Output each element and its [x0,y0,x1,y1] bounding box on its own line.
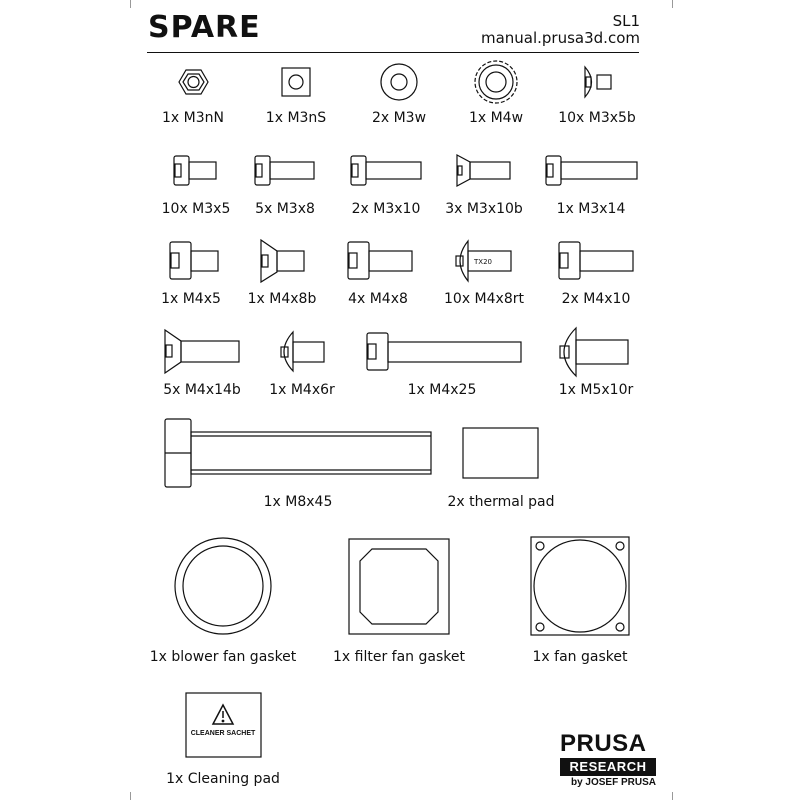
part-label: 1x blower fan gasket [149,649,297,665]
torx-mark: TX20 [474,258,492,266]
part-label: 10x M3x5 [161,201,231,217]
part-label: 1x M4x8b [247,291,317,307]
logo-by: by JOSEF PRUSA [570,777,656,788]
prusa-research-logo [560,732,656,788]
part-label: 5x M3x8 [255,201,315,217]
part-label: 1x M4w [468,110,524,126]
part-label: 1x M4x6r [269,382,335,398]
part-label: 2x M3x10 [351,201,421,217]
part-label: 1x M4x25 [407,382,477,398]
logo-sub: RESEARCH [560,758,656,776]
part-label: 1x M3nN [162,110,224,126]
part-label: 1x M3nS [265,110,327,126]
part-label: 5x M4x14b [163,382,241,398]
part-label: 1x M5x10r [558,382,634,398]
manual-url: manual.prusa3d.com [480,29,640,47]
sheet-code: SL1 [612,12,640,30]
part-label: 10x M3x5b [558,110,636,126]
part-label: 1x M8x45 [263,494,333,510]
part-label: 4x M4x8 [348,291,408,307]
part-label: 2x thermal pad [447,494,555,510]
part-label: 1x fan gasket [532,649,628,665]
part-label: 10x M4x8rt [444,291,524,307]
part-label: 1x filter fan gasket [333,649,465,665]
part-label: 1x Cleaning pad [166,771,280,787]
part-label: 1x M3x14 [556,201,626,217]
part-label: 3x M3x10b [445,201,523,217]
part-label: 1x M4x5 [161,291,221,307]
part-label: 2x M3w [371,110,427,126]
logo-brand: PRUSA [560,730,647,757]
part-label: 2x M4x10 [561,291,631,307]
page-title: SPARE [148,10,261,45]
sachet-label: CLEANER SACHET [190,730,256,737]
